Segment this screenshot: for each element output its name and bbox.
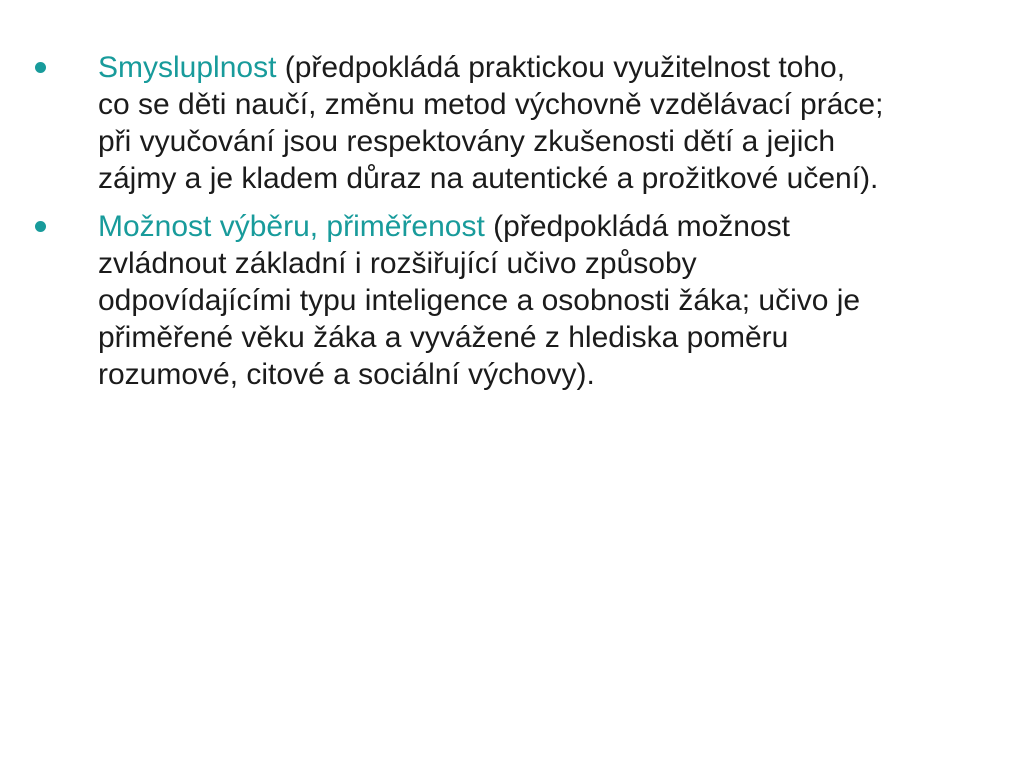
text-line: přiměřené věku žáka a vyvážené z hlediska poměru bbox=[98, 321, 789, 354]
bullet-list bbox=[35, 49, 995, 404]
bullet-term: Možnost výběru, přiměřenost bbox=[98, 210, 485, 243]
bullet-text bbox=[98, 208, 993, 393]
bullet-item-smysluplnost bbox=[35, 49, 995, 197]
text-line: rozumové, citové a sociální výchovy). bbox=[98, 358, 595, 391]
text-line: zájmy a je kladem důraz na autentické a prožitkové učení). bbox=[98, 162, 879, 195]
text-line: co se děti naučí, změnu metod výchovně vzdělávací práce; bbox=[98, 88, 884, 121]
bullet-item-moznost-vyberu bbox=[35, 208, 995, 393]
text-line: odpovídajícími typu inteligence a osobnosti žáka; učivo je bbox=[98, 284, 861, 317]
text-line: zvládnout základní i rozšiřující učivo způsoby bbox=[98, 247, 697, 280]
bullet-text bbox=[98, 49, 993, 197]
text-line bbox=[98, 208, 993, 245]
bullet-description: (předpokládá praktickou využitelnost toho, bbox=[276, 51, 846, 84]
bullet-dot-icon bbox=[35, 62, 46, 73]
bullet-term: Smysluplnost bbox=[98, 51, 277, 84]
text-line: při vyučování jsou respektovány zkušenosti dětí a jejich bbox=[98, 125, 836, 158]
text-line bbox=[98, 49, 993, 86]
bullet-description: (předpokládá možnost bbox=[484, 210, 790, 243]
bullet-dot-icon bbox=[35, 221, 46, 232]
